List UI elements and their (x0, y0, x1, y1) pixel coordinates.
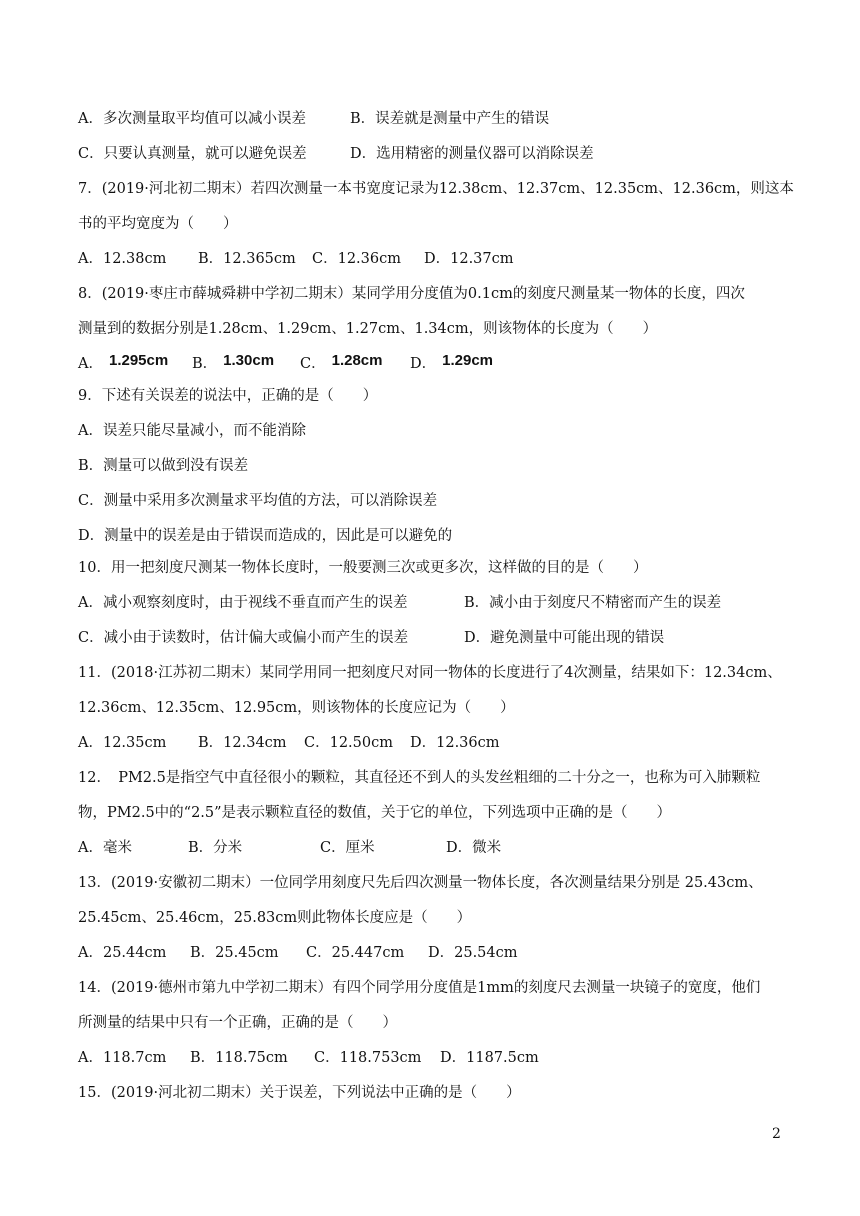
question-7-stem-line-1: 7．(2019·河北初二期末）若四次测量一本书宽度记录为12.38cm、12.37cm、12.35cm、12.36cm，则这本 (78, 181, 794, 197)
question-12-options (78, 838, 838, 858)
question-10-options-row-2 (78, 628, 838, 648)
question-12-stem-line-2: 物，PM2.5中的“2.5”是表示颗粒直径的数值，关于它的单位，下列选项中正确的是（ ） (78, 805, 672, 821)
page-number: 2 (772, 1126, 781, 1142)
option-a: A．12.35cm (78, 735, 167, 751)
option-b: B． 1.30cm (192, 352, 275, 372)
option-c: C．118.753cm (314, 1050, 422, 1066)
option-a: A． 1.295cm (78, 352, 169, 372)
option-a: A．误差只能尽量减小，而不能消除 (78, 423, 306, 439)
question-8-options (78, 354, 838, 374)
question-11-stem-line-2: 12.36cm、12.35cm、12.95cm，则该物体的长度应记为（ ） (78, 700, 515, 716)
option-b: B．12.365cm (198, 251, 296, 267)
option-d: D．测量中的误差是由于错误而造成的，因此是可以避免的 (78, 528, 453, 544)
option-d: D．选用精密的测量仪器可以消除误差 (350, 146, 594, 162)
question-7-stem-line-2: 书的平均宽度为（ ） (78, 216, 238, 232)
option-c: C．只要认真测量，就可以避免误差 (78, 146, 307, 162)
option-a: A．12.38cm (78, 251, 167, 267)
question-14-stem-line-1: 14．(2019·德州市第九中学初二期末）有四个同学用分度值是1mm的刻度尺去测量一块镜子的宽度，他们 (78, 980, 761, 996)
question-9-stem: 9．下述有关误差的说法中，正确的是（ ） (78, 388, 378, 404)
option-b: B．分米 (188, 840, 243, 856)
option-b: B．减小由于刻度尺不精密而产生的误差 (464, 595, 722, 611)
question-14-options (78, 1048, 838, 1068)
question-8-stem-line-1: 8．(2019·枣庄市薛城舜耕中学初二期末）某同学用分度值为0.1cm的刻度尺测量某一物体的长度，四次 (78, 286, 745, 302)
option-b: B．25.45cm (190, 945, 279, 961)
option-c: C．测量中采用多次测量求平均值的方法，可以消除误差 (78, 493, 438, 509)
option-b: B．12.34cm (198, 735, 287, 751)
option-c: C．12.50cm (304, 735, 393, 751)
option-c: C．厘米 (320, 840, 375, 856)
question-13-options (78, 943, 838, 963)
option-d: D． 1.29cm (410, 352, 494, 372)
option-d: D．12.37cm (424, 251, 514, 267)
option-d: D．25.54cm (428, 945, 518, 961)
option-d: D．12.36cm (410, 735, 500, 751)
question-7-options (78, 249, 838, 269)
option-a: A．118.7cm (78, 1050, 167, 1066)
question-13-stem-line-1: 13．(2019·安徽初二期末）一位同学用刻度尺先后四次测量一物体长度，各次测量结果分别是 25.43cm、 (78, 875, 763, 891)
question-10-options-row-1 (78, 593, 838, 613)
option-b: B．118.75cm (190, 1050, 288, 1066)
option-d: D．1187.5cm (440, 1050, 539, 1066)
option-d: D．微米 (446, 840, 502, 856)
question-11-options (78, 733, 838, 753)
question-13-stem-line-2: 25.45cm、25.46cm，25.83cm则此物体长度应是（ ） (78, 910, 472, 926)
option-c: C． 1.28cm (300, 352, 383, 372)
option-c: C．25.447cm (306, 945, 405, 961)
option-a: A．25.44cm (78, 945, 167, 961)
option-c: C．12.36cm (312, 251, 401, 267)
question-15-stem: 15．(2019·河北初二期末）关于误差，下列说法中正确的是（ ） (78, 1085, 521, 1101)
question-6-options-row-1 (78, 109, 838, 129)
option-a: A．多次测量取平均值可以减小误差 (78, 111, 306, 127)
question-8-stem-line-2: 测量到的数据分别是1.28cm、1.29cm、1.27cm、1.34cm，则该物体的长度为（ ） (78, 321, 658, 337)
option-b: B．误差就是测量中产生的错误 (350, 111, 550, 127)
option-b: B．测量可以做到没有误差 (78, 458, 249, 474)
question-11-stem-line-1: 11．(2018·江苏初二期末）某同学用同一把刻度尺对同一物体的长度进行了4次测量，结果如下：12.34cm、 (78, 665, 782, 681)
question-6-options-row-2 (78, 144, 838, 164)
option-a: A．毫米 (78, 840, 132, 856)
option-a: A．减小观察刻度时，由于视线不垂直而产生的误差 (78, 595, 408, 611)
question-10-stem: 10．用一把刻度尺测某一物体长度时，一般要测三次或更多次，这样做的目的是（ ） (78, 560, 648, 576)
option-d: D．避免测量中可能出现的错误 (464, 630, 665, 646)
question-14-stem-line-2: 所测量的结果中只有一个正确，正确的是（ ） (78, 1015, 397, 1031)
option-c: C．减小由于读数时，估计偏大或偏小而产生的误差 (78, 630, 409, 646)
question-12-stem-line-1: 12． PM2.5是指空气中直径很小的颗粒，其直径还不到人的头发丝粗细的二十分之一，也称为可入肺颗粒 (78, 770, 761, 786)
